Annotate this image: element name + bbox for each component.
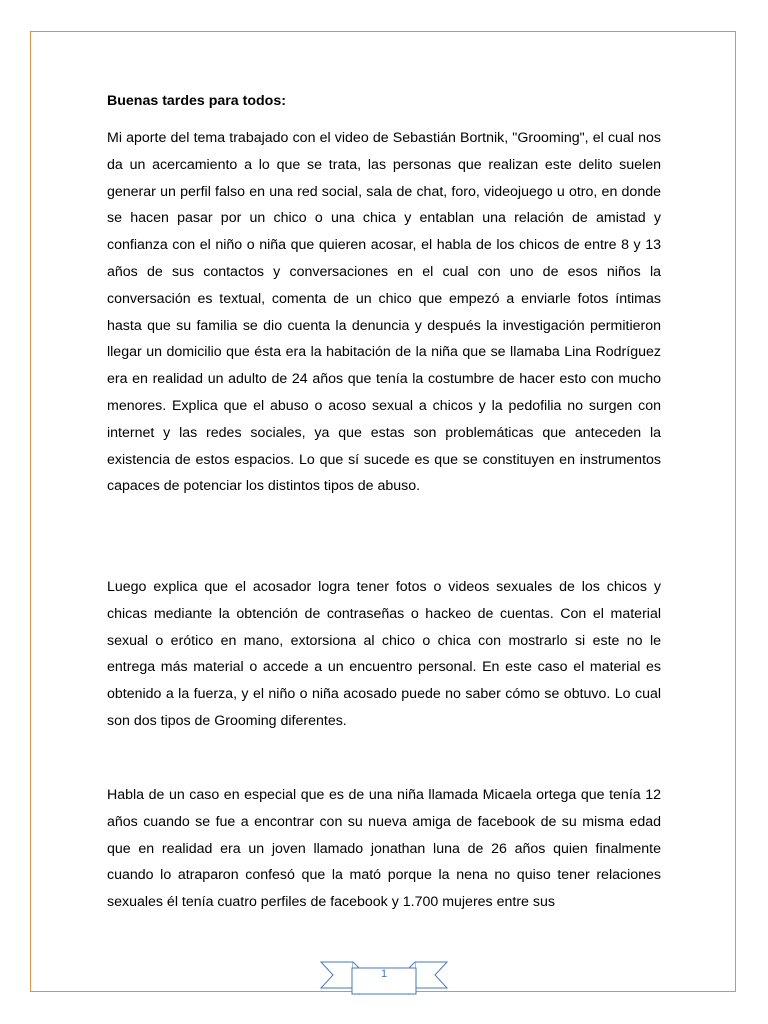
paragraph-1: Mi aporte del tema trabajado con el video de Sebastián Bortnik, "Grooming", el cual nos da un acercamiento a lo que se trata, las personas que realizan este delito suelen generar un perfil falso en una red social, sala de chat, foro, videojuego u otro, en donde se hacen pasar por un chico o una chica y entablan una relación de amistad y confianza con el niño o niña que quieren acosar, el habla de los chicos de entre 8 y 13 años de sus contactos y conversaciones en el cual con uno de esos niños la conversación es textual, comenta de un chico que empezó a enviarle fotos íntimas hasta que su familia se dio cuenta la denuncia y después la investigación permitieron llegar un domicilio que ésta era la habitación de la niña que se llamaba Lina Rodríguez era en realidad un adulto de 24 años que tenía la costumbre de hacer esto con mucho menores. Explica que el abuso o acoso sexual a chicos y la pedofilia no surgen con internet y las redes sociales, ya que estas son problemáticas que anteceden la existencia de estos espacios. Lo que sí sucede es que se constituyen en instrumentos capaces de potenciar los distintos tipos de abuso. bbox=[107, 130, 661, 495]
document-body bbox=[107, 88, 661, 911]
page-number: 1 bbox=[380, 968, 388, 980]
paragraph-2: Luego explica que el acosador logra tener fotos o videos sexuales de los chicos y chicas mediante la obtención de contraseñas o hackeo de cuentas. Con el material sexual o erótico en mano, extorsiona al chico o chica con mostrarlo si este no le entrega más material o accede a un encuentro personal. En este caso el material es obtenido a la fuerza, y el niño o niña acosado puede no saber cómo se obtuvo. Lo cual son dos tipos de Grooming diferentes. bbox=[107, 579, 661, 729]
page-number-footer bbox=[319, 958, 449, 996]
paragraph-3: Habla de un caso en especial que es de una niña llamada Micaela ortega que tenía 12 años cuando se fue a encontrar con su nueva amiga de facebook de su misma edad que en realidad era un joven llamado jonathan luna de 26 años quien finalmente cuando lo atraparon confesó que la mató porque la nena no quiso tener relaciones sexuales él tenía cuatro perfiles de facebook y 1.700 mujeres entre sus bbox=[107, 787, 661, 911]
document-heading: Buenas tardes para todos: bbox=[107, 93, 286, 109]
